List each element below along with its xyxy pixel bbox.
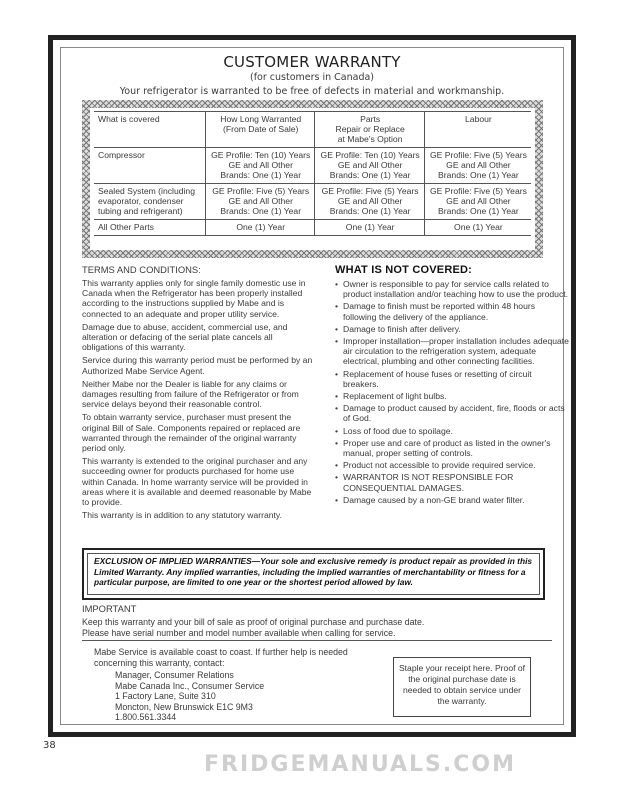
list-item: • Owner is responsible to pay for service calls related to product installation and/or teaching how to use the product. — [335, 279, 569, 299]
terms-paragraph: This warranty applies only for single family domestic use in Canada when the Refrigerator has been properly installed according to the instructions supplied by Mabe and is connected to an adequate and proper utility service. — [82, 278, 306, 319]
coverage-table — [94, 111, 531, 236]
terms-paragraph: Damage due to abuse, accident, commercial use, and alteration or defacing of the serial plate cancels all obligations of this warranty. — [82, 321, 288, 353]
not-covered-section — [335, 264, 569, 507]
table-row — [94, 220, 531, 236]
table-header-cell: Labour — [465, 114, 492, 124]
warranty-inner-border — [60, 47, 569, 725]
list-item: • Damage caused by a non-GE brand water filter. — [335, 495, 569, 505]
important-section — [82, 603, 552, 639]
decorative-braid-border — [82, 100, 543, 258]
table-cell: One (1) Year — [315, 220, 424, 236]
terms-paragraph: Neither Mabe nor the Dealer is liable for any claims or damages resulting from failure of the Refrigerator or from service delays beyond their reasonable control. — [82, 378, 299, 410]
important-line-1: Keep this warranty and your bill of sale as proof of original purchase and purchase date. — [82, 617, 425, 627]
list-item: • Proper use and care of product as listed in the owner's manual, proper setting of controls. — [335, 438, 569, 458]
table-cell: One (1) Year — [206, 220, 315, 236]
exclusion-box — [82, 548, 545, 600]
table-cell: GE Profile: Ten (10) Years GE and All Other Brands: One (1) Year — [206, 148, 315, 184]
terms-paragraph: This warranty is in addition to any statutory warranty. — [82, 510, 282, 521]
address-line: Manager, Consumer Relations — [115, 670, 234, 680]
table-cell: One (1) Year — [454, 222, 503, 232]
table-header-row — [94, 112, 531, 148]
terms-paragraph: To obtain warranty service, purchaser must present the original Bill of Sale. Components repaired or replaced are warranted through the remainder of the original warranty period only. — [82, 412, 301, 454]
table-container — [90, 108, 535, 250]
list-item: • WARRANTOR IS NOT RESPONSIBLE FOR CONSEQUENTIAL DAMAGES. — [335, 472, 569, 492]
contact-section — [94, 647, 364, 723]
contact-intro: Mabe Service is available coast to coast. If further help is needed concerning this warranty, contact: — [94, 647, 348, 668]
table-header-cell: What is covered — [94, 112, 206, 148]
table-cell: GE Profile: Five (5) Years GE and All Other Brands: One (1) Year — [206, 184, 315, 220]
not-covered-heading: WHAT IS NOT COVERED: — [335, 264, 473, 276]
address-line: 1 Factory Lane, Suite 310 — [115, 691, 216, 701]
list-item: • Damage to product caused by accident, fire, floods or acts of God. — [335, 403, 569, 423]
important-line-2: Please have serial number and model number available when calling for service. — [82, 628, 396, 638]
address-line: 1.800.561.3344 — [115, 712, 177, 722]
list-item: • Loss of food due to spoilage. — [335, 426, 569, 436]
page-number: 38 — [43, 740, 56, 751]
table-row — [94, 148, 531, 184]
table-cell: All Other Parts — [94, 220, 206, 236]
contact-address — [94, 670, 364, 723]
warranty-frame — [48, 35, 576, 737]
table-cell: Sealed System (including evaporator, condenser tubing and refrigerant) — [94, 184, 206, 220]
staple-receipt-box: Staple your receipt here. Proof of the original purchase date is needed to obtain service under the warranty. — [393, 657, 531, 717]
page-subtitle: (for customers in Canada) — [249, 72, 375, 83]
terms-paragraph: This warranty is extended to the original purchaser and any succeeding owner for products purchased for home use within Canada. In home warranty service will be provided in areas where it is available and deemed reasonable by Mabe to provide. — [82, 456, 312, 508]
exclusion-text: EXCLUSION OF IMPLIED WARRANTIES—Your sole and exclusive remedy is product repair as provided in this Limited Warranty. Any implied warranties, including the implied warranties of merchantability or fitness for a particular purpose, are limited to one year or the shortest period allowed by law. — [87, 553, 540, 595]
intro-text: Your refrigerator is warranted to be free of defects in material and workmanship. — [119, 86, 505, 97]
table-cell: Compressor — [94, 148, 206, 184]
terms-heading: TERMS AND CONDITIONS: — [82, 264, 201, 275]
not-covered-list — [335, 279, 569, 505]
address-line: Mabe Canada Inc., Consumer Service — [115, 680, 265, 691]
table-row — [94, 184, 531, 220]
table-cell: GE Profile: Ten (10) Years GE and All Other Brands: One (1) Year — [315, 148, 424, 184]
divider — [82, 640, 552, 641]
table-cell: GE Profile: Five (5) Years GE and All Other Brands: One (1) Year — [315, 184, 424, 220]
watermark: FRIDGEMANUALS.COM — [203, 752, 516, 777]
list-item: • Product not accessible to provide required service. — [335, 460, 569, 470]
table-header-cell: How Long Warranted (From Date of Sale) — [206, 112, 315, 148]
table-cell: GE Profile: Five (5) Years GE and All Other Brands: One (1) Year — [429, 186, 527, 216]
table-header-cell: Parts Repair or Replace at Mabe's Option — [315, 112, 424, 148]
list-item: • Replacement of light bulbs. — [335, 391, 569, 401]
terms-paragraphs — [82, 278, 314, 520]
terms-paragraph: Service during this warranty period must be performed by an Authorized Mabe Service Agent. — [82, 355, 313, 376]
list-item: • Damage to finish after delivery. — [335, 324, 569, 334]
table-cell: GE Profile: Five (5) Years GE and All Other Brands: One (1) Year — [429, 150, 527, 180]
important-heading: IMPORTANT — [82, 603, 137, 614]
list-item: • Improper installation—proper installation includes adequate air circulation to the refrigeration system, adequate electrical, plumbing and other connecting facilities. — [335, 336, 569, 367]
list-item: • Damage to finish must be reported within 48 hours following the delivery of the appliance. — [335, 301, 569, 321]
terms-section — [82, 264, 314, 523]
address-line: Moncton, New Brunswick E1C 9M3 — [115, 701, 253, 712]
list-item: • Replacement of house fuses or resetting of circuit breakers. — [335, 369, 569, 389]
page-title: CUSTOMER WARRANTY — [223, 53, 401, 71]
